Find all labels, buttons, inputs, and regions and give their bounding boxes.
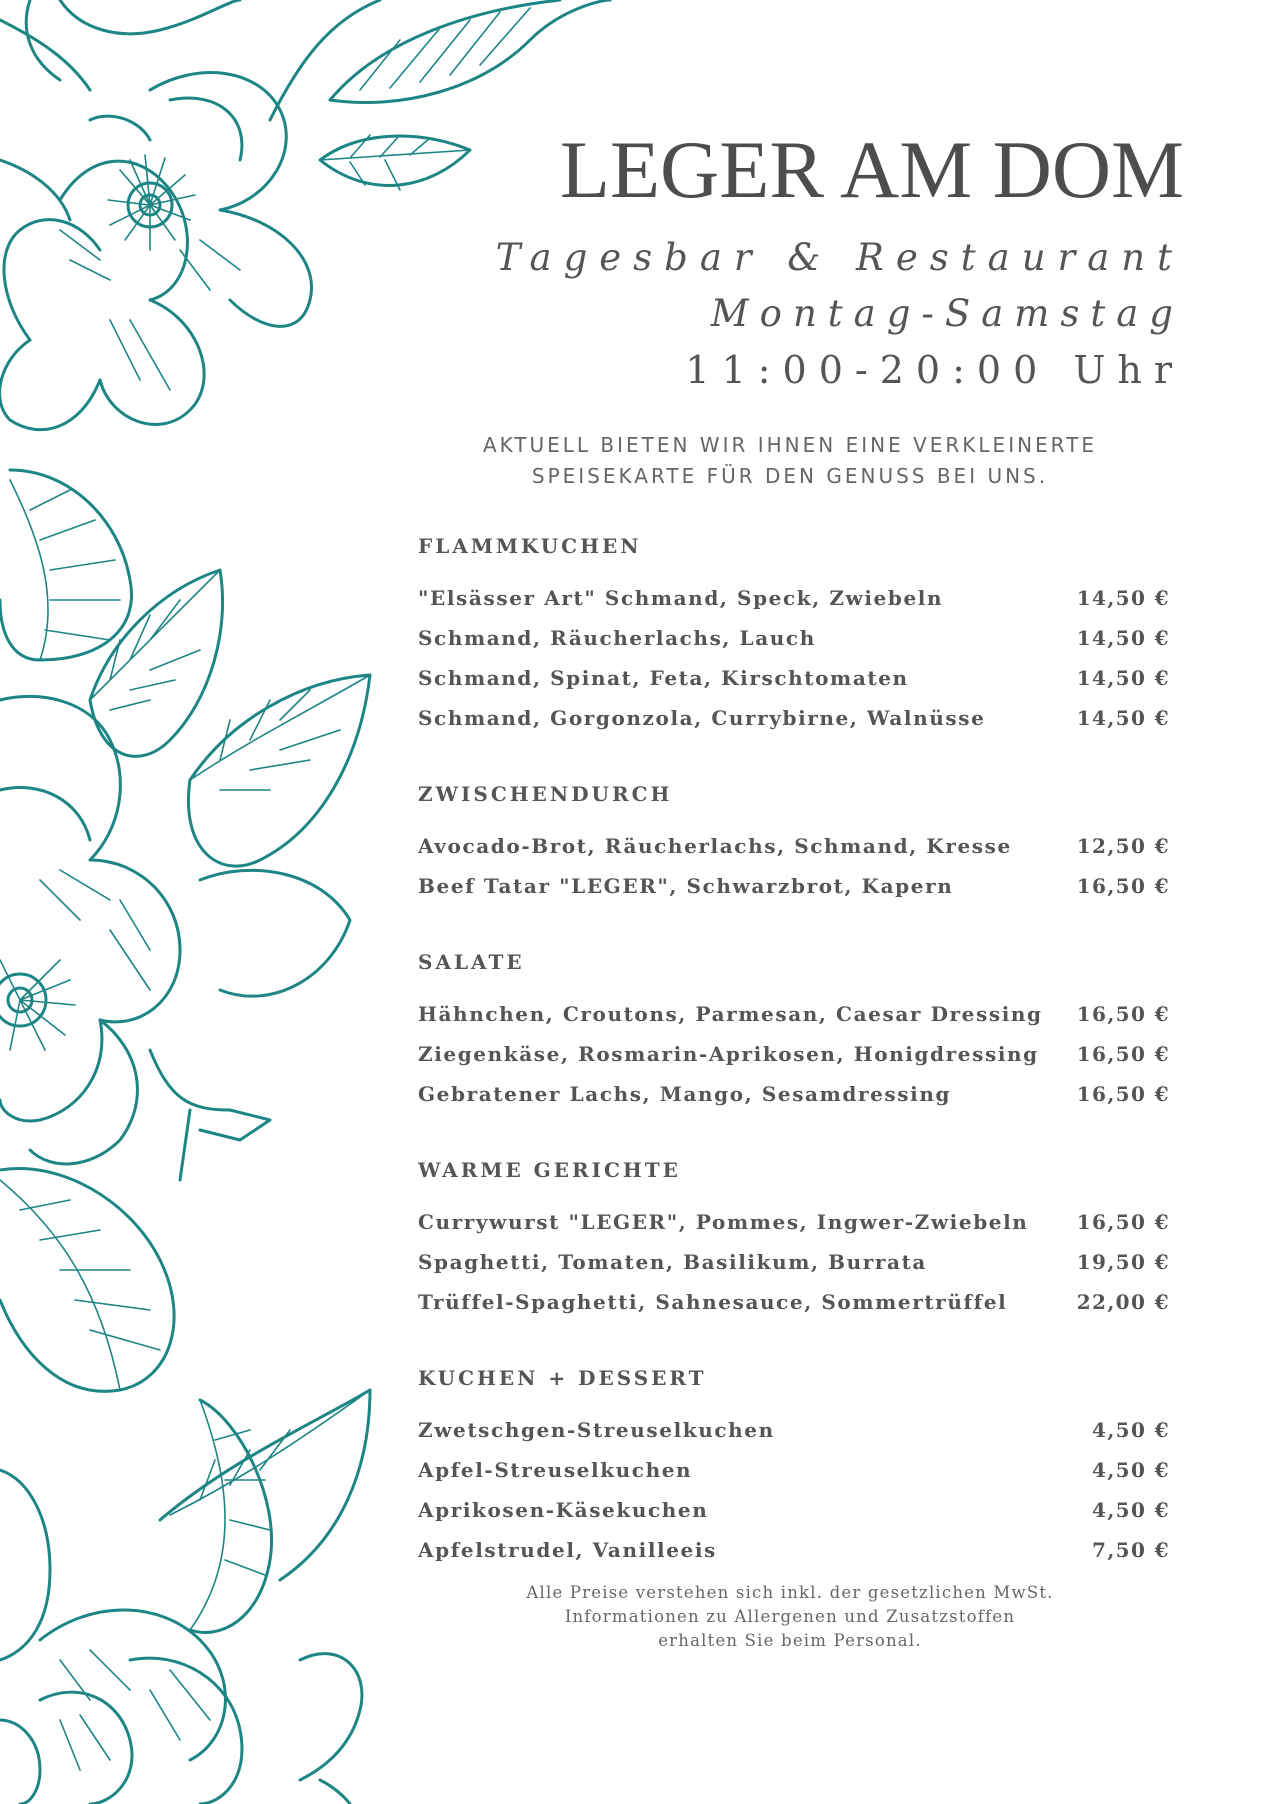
leaf-icon [0, 470, 132, 660]
middle-flower-icon [0, 696, 270, 1391]
menu-item [418, 1410, 1170, 1450]
restaurant-title: LEGER AM DOM [559, 124, 1184, 215]
intro-notice [420, 430, 1160, 492]
menu-item-price: 4,50 € [1092, 1498, 1170, 1522]
footer-notice [460, 1581, 1120, 1653]
menu-item-price: 16,50 € [1076, 874, 1170, 898]
menu-section [418, 534, 1170, 738]
opening-days: Montag-Samstag [710, 292, 1184, 335]
menu-item-name: Schmand, Räucherlachs, Lauch [418, 626, 816, 650]
restaurant-subtitle: Tagesbar & Restaurant [495, 236, 1184, 279]
section-title: WARME GERICHTE [418, 1158, 681, 1182]
intro-line: SPEISEKARTE FÜR DEN GENUSS BEI UNS. [531, 464, 1049, 488]
menu-item [418, 994, 1170, 1034]
menu-item-name: Apfelstrudel, Vanilleeis [418, 1538, 717, 1562]
menu-item-name: Beef Tatar "LEGER", Schwarzbrot, Kapern [418, 874, 954, 898]
menu-item-name: Trüffel-Spaghetti, Sahnesauce, Sommertrüffel [418, 1290, 1008, 1314]
menu-item [418, 826, 1170, 866]
menu-item [418, 1490, 1170, 1530]
menu-item-price: 22,00 € [1076, 1290, 1170, 1314]
footer-line: erhalten Sie beim Personal. [658, 1631, 922, 1650]
menu-item [418, 658, 1170, 698]
menu-item [418, 1074, 1170, 1114]
menu-item-price: 14,50 € [1076, 626, 1170, 650]
section-title: FLAMMKUCHEN [418, 534, 642, 558]
menu-item-name: "Elsässer Art" Schmand, Speck, Zwiebeln [418, 586, 944, 610]
menu-item-price: 16,50 € [1076, 1042, 1170, 1066]
menu-item-price: 14,50 € [1076, 586, 1170, 610]
menu [418, 534, 1170, 1614]
footer-line: Alle Preise verstehen sich inkl. der gesetzlichen MwSt. [526, 1583, 1054, 1602]
menu-item [418, 1450, 1170, 1490]
menu-item-price: 4,50 € [1092, 1458, 1170, 1482]
menu-item-price: 16,50 € [1076, 1002, 1170, 1026]
menu-item-name: Zwetschgen-Streuselkuchen [418, 1418, 775, 1442]
menu-item-price: 14,50 € [1076, 666, 1170, 690]
menu-item [418, 698, 1170, 738]
menu-item-price: 14,50 € [1076, 706, 1170, 730]
section-title: ZWISCHENDURCH [418, 782, 673, 806]
menu-item-name: Spaghetti, Tomaten, Basilikum, Burrata [418, 1250, 927, 1274]
menu-section [418, 1158, 1170, 1322]
menu-item-price: 4,50 € [1092, 1418, 1170, 1442]
menu-item-name: Ziegenkäse, Rosmarin-Aprikosen, Honigdressing [418, 1042, 1039, 1066]
header [496, 120, 1184, 398]
footer-line: Informationen zu Allergenen und Zusatzstoffen [564, 1607, 1016, 1626]
menu-item [418, 866, 1170, 906]
menu-item-price: 19,50 € [1076, 1250, 1170, 1274]
menu-item-price: 12,50 € [1076, 834, 1170, 858]
menu-item [418, 578, 1170, 618]
menu-item [418, 1282, 1170, 1322]
middle-leaves-icon [90, 570, 370, 996]
menu-item-price: 16,50 € [1076, 1082, 1170, 1106]
menu-item-name: Schmand, Spinat, Feta, Kirschtomaten [418, 666, 909, 690]
section-title: SALATE [418, 950, 525, 974]
section-title: KUCHEN + DESSERT [418, 1366, 707, 1390]
opening-hours: 11:00-20:00 Uhr [685, 348, 1184, 392]
menu-section [418, 950, 1170, 1114]
menu-section [418, 782, 1170, 906]
menu-item-name: Hähnchen, Croutons, Parmesan, Caesar Dressing [418, 1002, 1043, 1026]
menu-item-price: 7,50 € [1092, 1538, 1170, 1562]
intro-line: AKTUELL BIETEN WIR IHNEN EINE VERKLEINERTE [483, 433, 1097, 457]
menu-item-name: Gebratener Lachs, Mango, Sesamdressing [418, 1082, 952, 1106]
menu-section [418, 1366, 1170, 1570]
menu-item [418, 1242, 1170, 1282]
menu-item-name: Apfel-Streuselkuchen [418, 1458, 693, 1482]
menu-item [418, 1202, 1170, 1242]
menu-item-name: Aprikosen-Käsekuchen [418, 1498, 709, 1522]
menu-item-name: Avocado-Brot, Räucherlachs, Schmand, Kresse [418, 834, 1012, 858]
menu-item-name: Currywurst "LEGER", Pommes, Ingwer-Zwiebeln [418, 1210, 1029, 1234]
menu-item [418, 618, 1170, 658]
menu-item-price: 16,50 € [1076, 1210, 1170, 1234]
bottom-flower-icon [0, 1390, 370, 1804]
menu-item [418, 1034, 1170, 1074]
menu-item-name: Schmand, Gorgonzola, Currybirne, Walnüsse [418, 706, 986, 730]
menu-item [418, 1530, 1170, 1570]
